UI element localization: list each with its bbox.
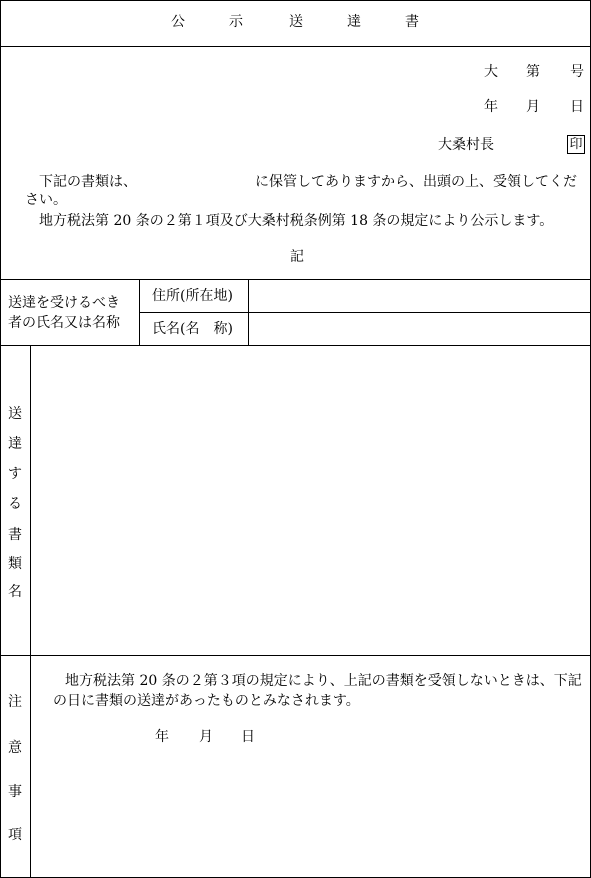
date-char: 日 — [241, 729, 255, 745]
label-char: 意 — [8, 740, 22, 756]
notice-ki: 記 — [290, 249, 304, 265]
title-char: 送 — [289, 14, 303, 30]
label-char: る — [8, 496, 22, 512]
notes-label — [5, 691, 25, 851]
date-char: 年 — [155, 729, 169, 745]
date-char: 月 — [526, 99, 540, 115]
notice-line2: 地方税法第 20 条の２第１項及び大桑村税条例第 18 条の規定により公示します。 — [39, 213, 554, 229]
title-char: 書 — [405, 14, 419, 30]
label-char: 送 — [8, 406, 22, 422]
label-char: 類 — [8, 556, 22, 572]
divider — [1, 345, 590, 346]
recipient-label-line1: 送達を受けるべき — [8, 295, 120, 311]
notes-line1: 地方税法第 20 条の２第３項の規定により、上記の書類を受領しないときは、下記 — [65, 673, 582, 689]
number-char: 大 — [484, 64, 498, 80]
recipient-label-line2: 者の氏名又は名称 — [8, 315, 120, 331]
divider — [30, 345, 31, 877]
number-char: 第 — [526, 64, 540, 80]
label-char: 注 — [8, 694, 22, 710]
date-char: 月 — [199, 729, 213, 745]
divider — [139, 312, 590, 313]
address-label: 住所(所在地) — [152, 288, 233, 304]
notice-line1-pre: 下記の書類は、 — [39, 174, 137, 190]
documents-label — [5, 403, 25, 603]
title-char: 達 — [347, 14, 361, 30]
number-char: 号 — [570, 64, 584, 80]
notice-line1-post: に保管してありますから、出頭の上、受領してくだ — [255, 174, 577, 190]
notes-line2: の日に書類の送達があったものとみなされます。 — [53, 693, 360, 709]
name-label: 氏名(名 称) — [152, 321, 233, 337]
seal-mark: 印 — [567, 135, 585, 154]
label-char: 項 — [8, 827, 22, 843]
date-char: 年 — [484, 99, 498, 115]
form-title — [1, 14, 590, 32]
divider — [1, 655, 590, 656]
label-char: 達 — [8, 436, 22, 452]
date-char: 日 — [570, 99, 584, 115]
label-char: す — [8, 466, 22, 482]
divider — [1, 46, 590, 47]
notes-date-line — [1, 729, 590, 747]
issue-date-line — [1, 99, 590, 117]
notice-line1-cont: さい。 — [25, 192, 67, 208]
document-number-line — [1, 64, 590, 82]
label-char: 名 — [8, 584, 22, 600]
divider — [1, 279, 590, 280]
label-char: 事 — [8, 784, 22, 800]
issuer-name: 大桑村長 — [438, 137, 494, 153]
title-char: 公 — [171, 14, 185, 30]
title-char: 示 — [229, 14, 243, 30]
label-char: 書 — [8, 527, 22, 543]
